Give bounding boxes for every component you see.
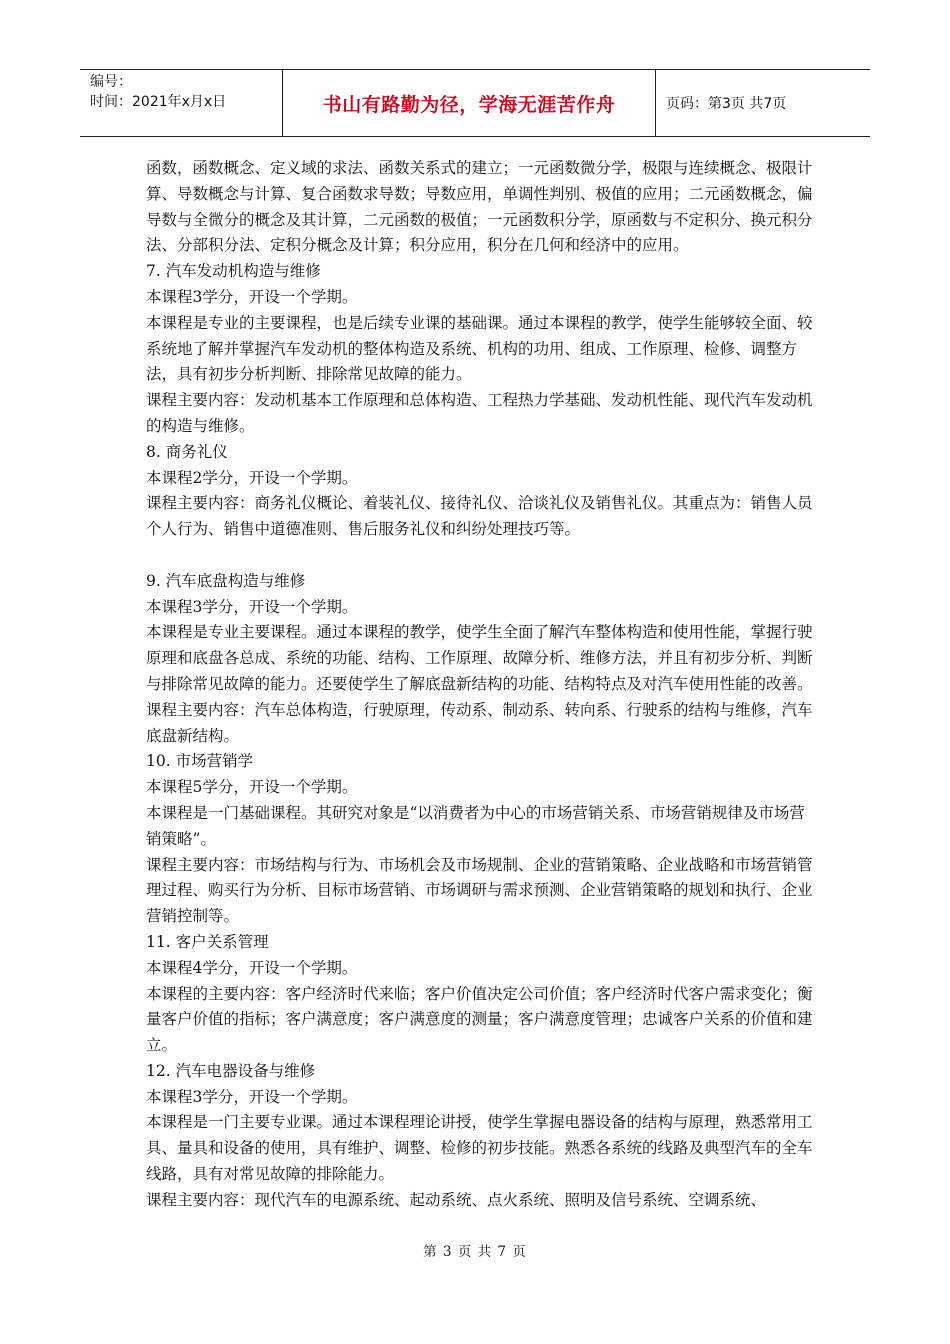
- course-credits: 本课程4学分，开设一个学期。: [146, 958, 358, 977]
- page-header: [80, 69, 870, 137]
- course-title-crm: 11. 客户关系管理: [146, 932, 269, 951]
- course-main-content: 本课程的主要内容：客户经济时代来临；客户价值决定公司价值；客户经济时代客户需求变化；衡量客户价值的指标；客户满意度；客户满意度的测量；客户满意度管理；忠诚客户关系的价值和建立。: [146, 984, 813, 1055]
- course-title-chassis: 9. 汽车底盘构造与维修: [146, 571, 306, 590]
- paragraph-math-content: 函数，函数概念、定义域的求法、函数关系式的建立；一元函数微分学，极限与连续概念、极限计算、导数概念与计算、复合函数求导数；导数应用，单调性判别、极值的应用；二元函数概念，偏导数与全微分的概念及其计算，二元函数的极值；一元函数积分学，原函数与不定积分、换元积分法、分部积分法、定积分概念及计算；积分应用，积分在几何和经济中的应用。: [146, 159, 813, 255]
- page-footer: 第 3 页 共 7 页: [423, 1244, 527, 1260]
- course-main-content: 课程主要内容：汽车总体构造，行驶原理，传动系、制动系、转向系、行驶系的结构与维修，汽车底盘新结构。: [146, 700, 813, 745]
- course-title-engine: 7. 汽车发动机构造与维修: [146, 262, 321, 281]
- course-credits: 本课程2学分，开设一个学期。: [146, 468, 358, 487]
- course-credits: 本课程3学分，开设一个学期。: [146, 597, 358, 616]
- course-main-content: 课程主要内容：现代汽车的电源系统、起动系统、点火系统、照明及信号系统、空调系统、: [146, 1190, 767, 1209]
- blank-line: [146, 543, 818, 569]
- course-credits: 本课程3学分，开设一个学期。: [146, 287, 358, 306]
- course-main-content: 课程主要内容：发动机基本工作原理和总体构造、工程热力学基础、发动机性能、现代汽车发动机的构造与维修。: [146, 391, 813, 435]
- serial-label: 编号：: [90, 74, 132, 90]
- course-description: 本课程是一门基础课程。其研究对象是“以消费者为中心的市场营销关系、市场营销规律及市场营销策略”。: [146, 803, 805, 848]
- header-motto: 书山有路勤为径，学海无涯苦作舟: [283, 70, 656, 136]
- course-title-etiquette: 8. 商务礼仪: [146, 442, 228, 461]
- course-description: 本课程是一门主要专业课。通过本课程理论讲授，使学生掌握电器设备的结构与原理，熟悉常用工具、量具和设备的使用，具有维护、调整、检修的初步技能。熟悉各系统的线路及典型汽车的全车线路，具有对常见故障的排除能力。: [146, 1113, 813, 1184]
- course-title-electrical: 12. 汽车电器设备与维修: [146, 1061, 316, 1080]
- course-description: 本课程是专业主要课程。通过本课程的教学，使学生全面了解汽车整体构造和使用性能，掌握行驶原理和底盘各总成、系统的功能、结构、工作原理、故障分析、维修方法，并且有初步分析、判断与排除常见故障的能力。还要使学生了解底盘新结构的功能、结构特点及对汽车使用性能的改善。: [146, 623, 813, 693]
- date-line: 时间：2021年x月x日: [90, 94, 227, 110]
- course-credits: 本课程5学分，开设一个学期。: [146, 778, 358, 797]
- course-credits: 本课程3学分，开设一个学期。: [146, 1087, 358, 1106]
- document-body: [146, 156, 818, 1214]
- header-page-info: 页码：第3页 共7页: [666, 96, 787, 112]
- course-main-content: 课程主要内容：商务礼仪概论、着装礼仪、接待礼仪、洽谈礼仪及销售礼仪。其重点为：销售人员个人行为、销售中道德准则、售后服务礼仪和纠纷处理技巧等。: [146, 494, 813, 539]
- header-meta: [80, 70, 283, 136]
- course-main-content: 课程主要内容：市场结构与行为、市场机会及市场规制、企业的营销策略、企业战略和市场营销管理过程、购买行为分析、目标市场营销、市场调研与需求预测、企业营销策略的规划和执行、企业营销控制等。: [146, 855, 813, 926]
- course-title-marketing: 10. 市场营销学: [146, 752, 254, 771]
- course-description: 本课程是专业的主要课程，也是后续专业课的基础课。通过本课程的教学，使学生能够较全面、较系统地了解并掌握汽车发动机的整体构造及系统、机构的功用、组成、工作原理、检修、调整方法，具有初步分析判断、排除常见故障的能力。: [146, 313, 813, 384]
